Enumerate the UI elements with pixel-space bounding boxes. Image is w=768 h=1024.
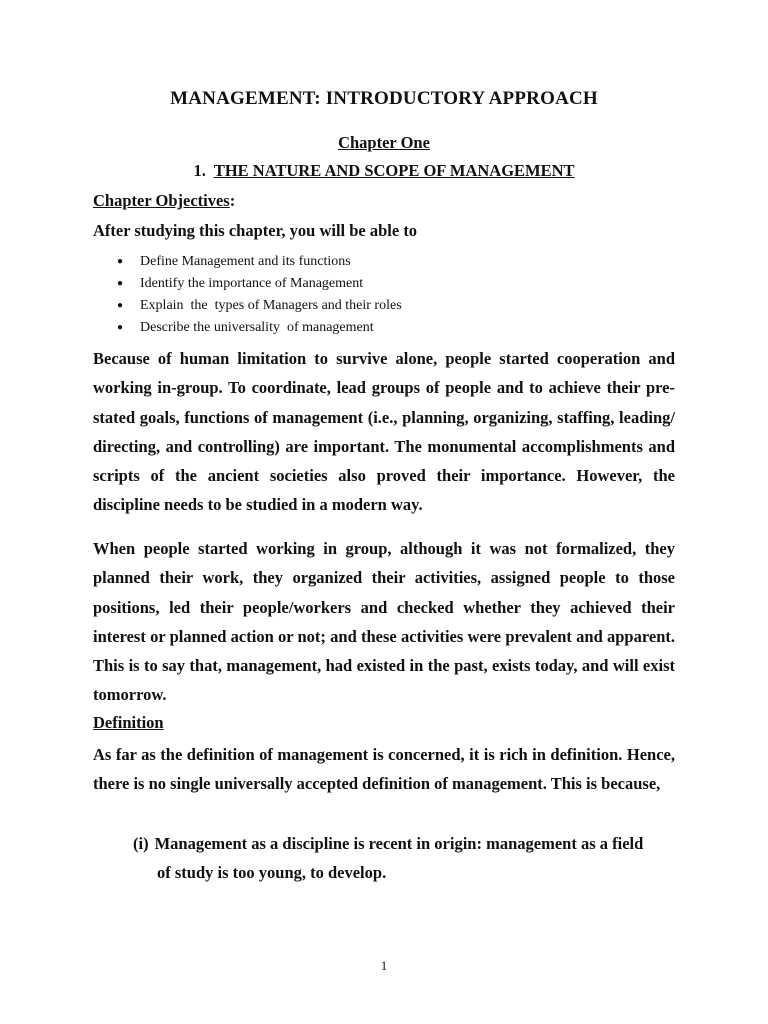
objectives-heading-colon: :: [229, 191, 236, 210]
objective-text: Identify the importance of Management: [140, 276, 364, 291]
list-item: [93, 251, 402, 273]
chapter-label: Chapter One: [338, 133, 430, 152]
bullet-icon: ●: [117, 322, 124, 333]
page-number: 1: [380, 958, 388, 973]
objectives-heading-text: Chapter Objectives: [93, 191, 230, 210]
objective-text: Explain the types of Managers and their roles: [140, 298, 402, 313]
bullet-icon: ●: [117, 278, 124, 289]
list-item: [93, 295, 402, 317]
chapter-heading: [0, 161, 768, 181]
bullet-icon: ●: [117, 256, 124, 267]
chapter-number: 1.: [193, 161, 206, 180]
list-item: [93, 273, 402, 295]
reason-marker: (i): [133, 834, 149, 853]
objectives-list: [93, 251, 402, 339]
paragraph-human-limitation: Because of human limitation to survive alone, people started cooperation and working in-group. To coordinate, lead groups of people and to achieve their pre-stated goals, functions of management (i.e., planning, organizing, staffing, leading/ directing, and controlling) are important. The monumental accomplishments and scripts of the ancient societies also proved their importance. However, the discipline needs to be studied in a modern way.: [93, 349, 675, 515]
objective-text: Describe the universality of management: [140, 320, 374, 335]
objective-text: Define Management and its functions: [140, 254, 351, 269]
paragraph-definition: As far as the definition of management is concerned, it is rich in definition. Hence, there is no single universally accepted definition of management. This is because,: [93, 745, 675, 794]
objectives-heading: [93, 191, 235, 211]
reason-text-line1: Management as a discipline is recent in origin: management as a field: [154, 834, 644, 853]
page-title: MANAGEMENT: INTRODUCTORY APPROACH: [170, 88, 598, 109]
bullet-icon: ●: [117, 300, 124, 311]
chapter-title: THE NATURE AND SCOPE OF MANAGEMENT: [213, 161, 575, 180]
list-item: [93, 317, 402, 339]
paragraph-working-in-group: When people started working in group, although it was not formalized, they planned their work, they organized their activities, assigned people to those positions, led their people/workers and checked whether they achieved their interest or planned action or not; and these activities were prevalent and apparent. This is to say that, management, had existed in the past, exists today, and will exist tomorrow.: [93, 539, 675, 705]
reason-text-line2: of study is too young, to develop.: [157, 863, 387, 883]
reason-item: [133, 829, 675, 888]
objectives-intro: After studying this chapter, you will be able to: [93, 221, 418, 240]
definition-heading: Definition: [93, 713, 164, 732]
